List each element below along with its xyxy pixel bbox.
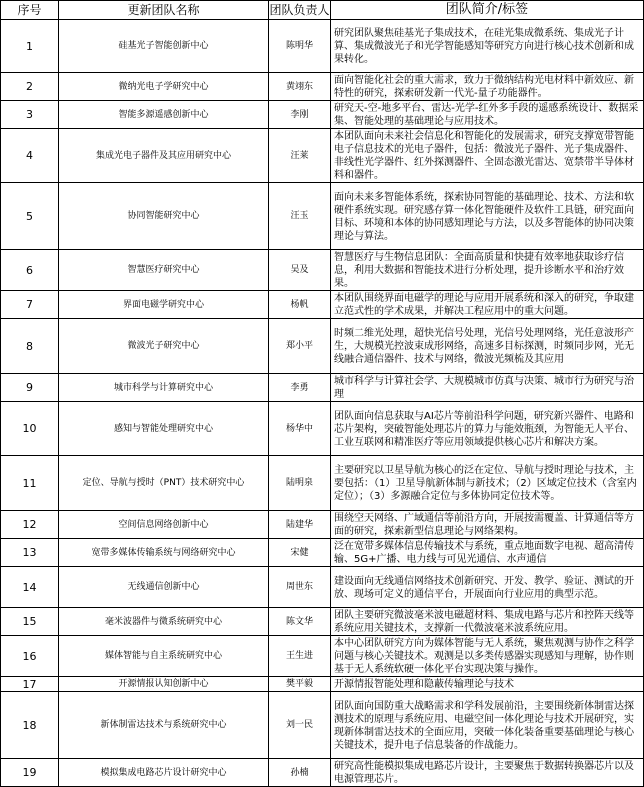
table-row	[1, 250, 644, 291]
table-row	[1, 402, 644, 456]
cell-no: 16	[1, 636, 59, 677]
cell-team-intro: 面向未来多智能体系统，探索协同智能的基础理论、技术、方法和软硬件系统实现。研究感存算一体化智能硬件及软件工具链，研究面向目标、环境和本体的协同感知理论与方法，以及多智能体的协同决策理论与算法。	[331, 183, 644, 250]
cell-no: 14	[1, 567, 59, 608]
cell-team-intro: 本团队围绕界面电磁学的理论与应用开展系统和深入的研究，争取建立范式性的学术成果，并解决工程应用中的重大问题。	[331, 291, 644, 319]
cell-no: 3	[1, 101, 59, 129]
cell-team-intro: 团队面向国防重大战略需求和学科发展前沿，主要围绕新体制雷达探测技术的原理与系统应用、电磁空间一体化理论与技术开展研究，实现新体制雷达技术的全面应用，突破一体化装备重要基础理论与核心关键技术，提升电子信息装备的作战能力。	[331, 692, 644, 759]
header-team-lead: 团队负责人	[269, 1, 331, 20]
cell-no: 17	[1, 677, 59, 692]
cell-no: 2	[1, 73, 59, 101]
table-body	[1, 20, 644, 787]
header-team-name: 更新团队名称	[59, 1, 269, 20]
cell-team-intro: 开源情报智能处理和隐蔽传输理论与技术	[331, 677, 644, 692]
cell-team-intro: 本中心团队研究方向为媒体智能与无人系统，聚焦观测与协作之科学问题与核心关键技术。观测是以多类传感器实现感知与理解，协作则基于无人系统软硬一体化平台实现决策与操作。	[331, 636, 644, 677]
cell-team-name: 毫米波器件与微系统研究中心	[59, 608, 269, 636]
cell-team-name: 无线通信创新中心	[59, 567, 269, 608]
cell-no: 8	[1, 319, 59, 374]
cell-team-name: 微波光子研究中心	[59, 319, 269, 374]
cell-team-name: 界面电磁学研究中心	[59, 291, 269, 319]
table-row	[1, 291, 644, 319]
cell-team-name: 智慧医疗研究中心	[59, 250, 269, 291]
cell-team-lead: 陆明泉	[269, 456, 331, 511]
cell-team-name: 智能多源遥感创新中心	[59, 101, 269, 129]
header-row	[1, 1, 644, 20]
table-row	[1, 456, 644, 511]
cell-team-name: 感知与智能处理研究中心	[59, 402, 269, 456]
cell-team-lead: 黄翊东	[269, 73, 331, 101]
cell-team-intro: 围绕空天网络、广域通信等前沿方向，开展按需覆盖、计算通信等方面的研究，探索新型信息理论与网络架构。	[331, 511, 644, 539]
cell-no: 1	[1, 20, 59, 73]
cell-team-name: 新体制雷达技术与系统研究中心	[59, 692, 269, 759]
header-team-intro: 团队简介/标签	[331, 1, 644, 20]
cell-team-intro: 时频二维光处理，超快光信号处理，光信号处理网络，光任意波形产生，大规模光控波束成形网络，高速多目标探测，时频同步网，光无线融合通信器件、技术与网络，微波光频梳及其应用	[331, 319, 644, 374]
table-row	[1, 677, 644, 692]
cell-no: 5	[1, 183, 59, 250]
cell-team-intro: 泛在宽带多媒体信息传输技术与系统，重点地面数字电视、超高清传输、5G+广播、电力线与可见光通信、水声通信	[331, 539, 644, 567]
cell-team-lead: 杨华中	[269, 402, 331, 456]
table-row	[1, 73, 644, 101]
table-row	[1, 539, 644, 567]
header-no: 序号	[1, 1, 59, 20]
cell-no: 6	[1, 250, 59, 291]
cell-team-intro: 面向智能化社会的重大需求，致力于微纳结构光电材料中新效应、新特性的研究，探索研发新一代光-量子功能器件。	[331, 73, 644, 101]
cell-team-lead: 周世东	[269, 567, 331, 608]
cell-team-lead: 李刚	[269, 101, 331, 129]
cell-team-lead: 汪莱	[269, 129, 331, 183]
cell-team-lead: 吴及	[269, 250, 331, 291]
cell-team-name: 空间信息网络创新中心	[59, 511, 269, 539]
cell-team-lead: 王生进	[269, 636, 331, 677]
cell-no: 9	[1, 374, 59, 402]
table-row	[1, 511, 644, 539]
table-row	[1, 183, 644, 250]
table-row	[1, 567, 644, 608]
table-row	[1, 101, 644, 129]
cell-no: 19	[1, 759, 59, 787]
cell-team-intro: 城市科学与计算社会学、大规模城市仿真与决策、城市行为研究与治理	[331, 374, 644, 402]
cell-no: 11	[1, 456, 59, 511]
table-row	[1, 608, 644, 636]
cell-team-lead: 孙楠	[269, 759, 331, 787]
cell-team-lead: 杨帆	[269, 291, 331, 319]
cell-team-name: 定位、导航与授时（PNT）技术研究中心	[59, 456, 269, 511]
cell-team-lead: 宋健	[269, 539, 331, 567]
cell-team-lead: 樊平毅	[269, 677, 331, 692]
cell-no: 7	[1, 291, 59, 319]
cell-team-intro: 团队主要研究微波毫米波电磁超材料、集成电路与芯片和控阵天线等系统应用关键技术，支撑新一代微波毫米波系统应用。	[331, 608, 644, 636]
table-row	[1, 129, 644, 183]
table-row	[1, 319, 644, 374]
cell-team-name: 模拟集成电路芯片设计研究中心	[59, 759, 269, 787]
cell-no: 10	[1, 402, 59, 456]
cell-team-name: 宽带多媒体传输系统与网络研究中心	[59, 539, 269, 567]
cell-team-lead: 陆建华	[269, 511, 331, 539]
cell-team-intro: 研究天-空-地多平台、雷达-光学-红外多手段的遥感系统设计、数据采集、智能处理的基础理论与应用技术。	[331, 101, 644, 129]
cell-no: 13	[1, 539, 59, 567]
table-row	[1, 636, 644, 677]
cell-team-intro: 建设面向无线通信网络技术创新研究、开发、教学、验证、测试的开放、现场可定义的通信平台，开展面向行业应用的典型示范。	[331, 567, 644, 608]
cell-team-name: 硅基光子智能创新中心	[59, 20, 269, 73]
table-row	[1, 374, 644, 402]
cell-team-name: 城市科学与计算研究中心	[59, 374, 269, 402]
table-row	[1, 692, 644, 759]
cell-team-intro: 本团队面向未来社会信息化和智能化的发展需求，研究支撑宽带智能电子信息技术的光电子器件，包括：微波光子器件、光子集成器件、非线性光学器件、红外探测器件、全固态激光雷达、宽禁带半导体材料和器件。	[331, 129, 644, 183]
cell-no: 18	[1, 692, 59, 759]
cell-team-lead: 陈文华	[269, 608, 331, 636]
table-row	[1, 20, 644, 73]
table-row	[1, 759, 644, 787]
cell-team-lead: 陈明华	[269, 20, 331, 73]
cell-team-lead: 郑小平	[269, 319, 331, 374]
cell-team-lead: 汪玉	[269, 183, 331, 250]
cell-team-name: 协同智能研究中心	[59, 183, 269, 250]
cell-team-name: 开源情报认知创新中心	[59, 677, 269, 692]
cell-team-intro: 研究高性能模拟集成电路芯片设计，主要聚焦于数据转换器芯片以及电源管理芯片。	[331, 759, 644, 787]
cell-team-intro: 智慧医疗与生物信息团队：全面高质量和快捷有效率地获取诊疗信息，利用大数据和智能技术进行分析处理，提升诊断水平和治疗效果。	[331, 250, 644, 291]
cell-team-name: 集成光电子器件及其应用研究中心	[59, 129, 269, 183]
cell-team-intro: 研究团队聚焦硅基光子集成技术，在硅光集成微系统、集成光子计算、集成微波光子和光学智能感知等研究方向进行核心技术创新和成果转化。	[331, 20, 644, 73]
cell-team-lead: 李勇	[269, 374, 331, 402]
cell-team-intro: 团队面向信息获取与AI芯片等前沿科学问题，研究新兴器件、电路和芯片架构，突破智能处理芯片的算力与能效瓶颈，为智能无人平台、工业互联网和精准医疗等应用领域提供核心芯片和解决方案。	[331, 402, 644, 456]
cell-team-intro: 主要研究以卫星导航为核心的泛在定位、导航与授时理论与技术，主要包括：（1）卫星导航新体制与新技术；（2）区域定位技术（含室内定位）；（3）多源融合定位与多体协同定位技术等。	[331, 456, 644, 511]
cell-no: 15	[1, 608, 59, 636]
cell-no: 4	[1, 129, 59, 183]
cell-team-lead: 刘一民	[269, 692, 331, 759]
cell-team-name: 微纳光电子学研究中心	[59, 73, 269, 101]
cell-team-name: 媒体智能与自主系统研究中心	[59, 636, 269, 677]
cell-no: 12	[1, 511, 59, 539]
